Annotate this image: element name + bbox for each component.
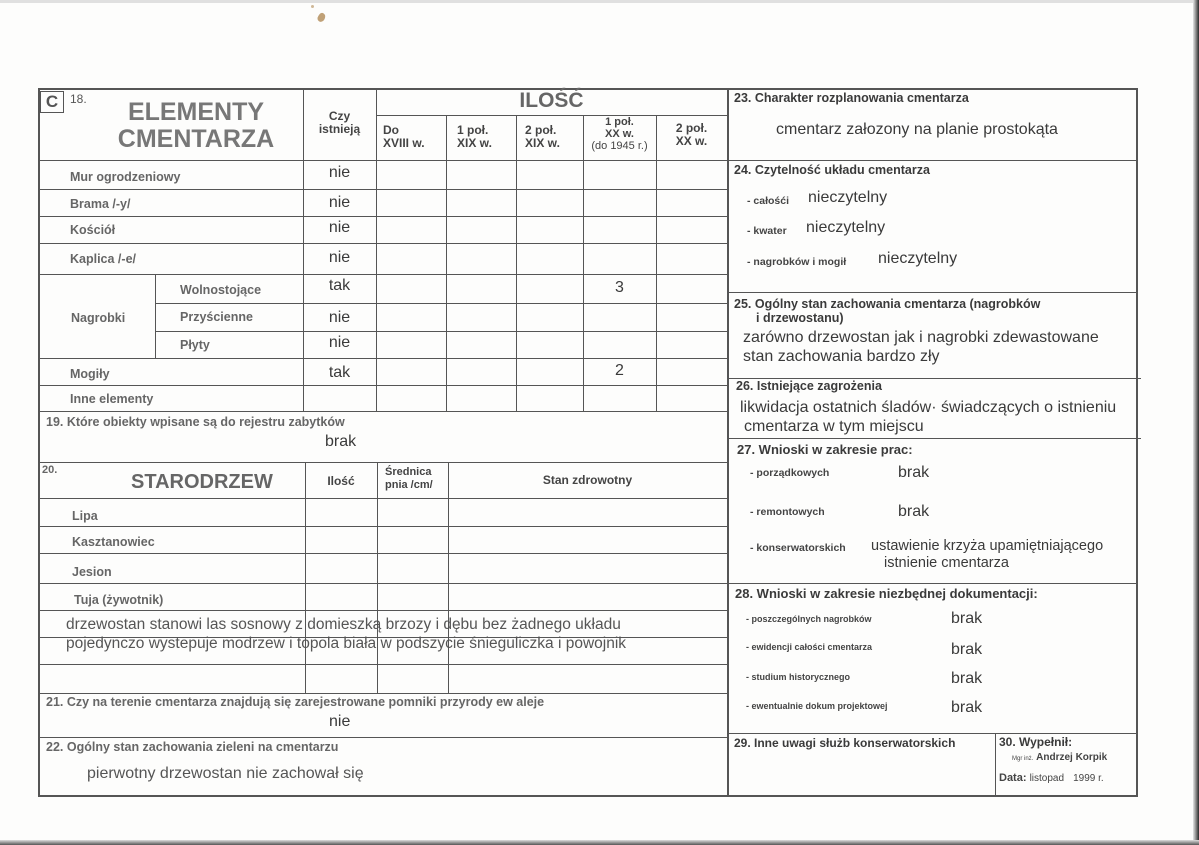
header-line: 1 poł. — [457, 123, 489, 137]
exists-value: tak — [328, 364, 351, 381]
divider — [377, 462, 378, 693]
paper-stain — [311, 5, 314, 8]
tree-row-label: Kasztanowiec — [72, 535, 155, 549]
divider — [38, 160, 727, 161]
docs-item-value: brak — [951, 610, 983, 627]
docs-item-value: brak — [951, 641, 983, 658]
column-header-quantity: Ilość — [327, 474, 355, 488]
readability-item-value: nieczytelny — [808, 189, 888, 206]
works-item-value-line2: istnienie cmentarza — [884, 555, 1009, 571]
divider — [727, 88, 729, 797]
divider — [727, 438, 1141, 439]
section-title — [96, 99, 296, 153]
divider — [727, 733, 1138, 734]
header-line: 1 poł. — [605, 116, 634, 128]
section-letter-box: C — [40, 91, 64, 113]
header-line: Średnica — [385, 466, 432, 478]
row-label: Przyścienne — [180, 310, 253, 324]
divider — [38, 358, 727, 359]
section-26-value — [740, 398, 1116, 436]
academic-title: Mgr inż. — [1012, 756, 1034, 762]
period-header — [656, 122, 727, 148]
divider — [38, 411, 727, 412]
section-19-value: brak — [325, 433, 357, 450]
section-21-value: nie — [329, 713, 351, 730]
header-line: 2 poł. — [675, 121, 708, 135]
divider — [446, 115, 447, 411]
exists-value: tak — [328, 277, 351, 294]
header-line: XX w. — [675, 134, 708, 148]
divider — [155, 274, 156, 358]
section-26-label: 26. Istniejące zagrożenia — [736, 379, 882, 393]
section-22-label: 22. Ogólny stan zachowania zieleni na cmentarzu — [46, 740, 339, 754]
exists-value: nie — [328, 309, 351, 326]
works-item-label: - remontowych — [750, 506, 825, 518]
period-header — [525, 124, 560, 150]
divider — [727, 160, 1138, 161]
row-label: Kaplica /-e/ — [70, 252, 136, 266]
readability-item-label: - całośći — [747, 195, 790, 207]
works-item-value: brak — [898, 464, 930, 481]
row-label: Kościół — [70, 223, 116, 237]
section-29-label: 29. Inne uwagi służb konserwatorskich — [734, 736, 956, 750]
section-28-label: 28. Wnioski w zakresie niezbędnej dokumentacji: — [735, 586, 1038, 601]
exists-value: nie — [328, 334, 351, 351]
form-frame — [38, 88, 1138, 797]
divider — [38, 385, 727, 386]
row-label: Mur ogrodzeniowy — [70, 170, 181, 184]
period-header — [583, 116, 656, 152]
filled-by-name: Andrzej Korpik — [1036, 752, 1108, 763]
exists-value: nie — [328, 219, 351, 236]
readability-item-value: nieczytelny — [878, 250, 958, 267]
divider — [727, 583, 1138, 584]
fill-date — [999, 772, 1104, 784]
section-number: 18. — [70, 92, 87, 106]
label-line: i drzewostanu) — [756, 311, 844, 325]
header-line: XIX w. — [457, 136, 492, 150]
divider — [38, 583, 727, 584]
header-line: 2 poł. — [525, 123, 557, 137]
divider — [38, 526, 727, 527]
tree-row-label: Lipa — [72, 509, 98, 523]
divider — [38, 462, 727, 463]
row-label: Inne elementy — [70, 392, 154, 406]
page-edge-shadow — [1193, 0, 1199, 845]
readability-item-label: - kwater — [747, 225, 787, 237]
docs-item-label: - ewentualnie dokum projektowej — [746, 701, 888, 711]
works-item-value: ustawienie krzyża upamiętniającego — [871, 538, 1104, 554]
divider — [38, 274, 727, 275]
column-header-exists — [303, 110, 376, 136]
divider — [376, 88, 377, 411]
section-30-label: 30. Wypełnił: — [999, 735, 1073, 749]
period-header — [457, 124, 492, 150]
header-line: istnieją — [318, 122, 361, 136]
row-label: Wolnostojące — [180, 283, 262, 297]
exists-value: nie — [328, 164, 351, 181]
divider — [376, 115, 727, 116]
header-line: Czy — [328, 109, 351, 123]
section-21-label: 21. Czy na terenie cmentarza znajdują się zarejestrowane pomniki przyrody ew aleje — [46, 695, 545, 709]
section-23-value: cmentarz załozony na planie prostokąta — [776, 121, 1058, 138]
header-line: Do — [383, 123, 399, 137]
section-23-label: 23. Charakter rozplanowania cmentarza — [734, 91, 969, 105]
divider — [38, 610, 727, 611]
divider — [38, 243, 727, 244]
divider — [38, 553, 727, 554]
page-edge-shadow — [0, 840, 1199, 845]
row-label: Brama /-y/ — [70, 197, 131, 211]
header-line: XIX w. — [525, 136, 560, 150]
date-label: Data: — [999, 772, 1027, 784]
label-line: 25. Ogólny stan zachowania cmentarza (nagrobków — [734, 297, 1041, 311]
column-header-health: Stan zdrowotny — [542, 473, 633, 487]
column-header-diameter — [385, 466, 433, 492]
works-item-value: brak — [898, 503, 930, 520]
divider — [155, 331, 727, 332]
section-27-label: 27. Wnioski w zakresie prac: — [737, 442, 913, 457]
tree-row-label: Jesion — [72, 565, 112, 579]
divider — [727, 292, 1138, 293]
docs-item-label: - poszczególnych nagrobków — [746, 614, 872, 624]
divider — [516, 115, 517, 411]
divider — [38, 216, 727, 217]
exists-value: nie — [328, 194, 351, 211]
header-line: XX w. — [605, 128, 634, 140]
tree-row-label: Tuja (żywotnik) — [74, 593, 164, 607]
count-value: 3 — [615, 279, 624, 296]
date-year: 1999 r. — [1073, 773, 1104, 784]
filled-by — [1012, 752, 1107, 763]
docs-item-value: brak — [951, 670, 983, 687]
docs-item-label: - studium historycznego — [746, 672, 851, 682]
count-value: 2 — [615, 362, 624, 379]
row-label: Mogiły — [70, 367, 110, 381]
quantity-header: ILOŚĆ — [519, 89, 584, 112]
divider — [38, 664, 727, 665]
page-edge — [0, 0, 1199, 3]
value-line: zarówno drzewostan jak i nagrobki zdewastowane — [743, 329, 1099, 346]
divider — [155, 303, 727, 304]
value-line: cmentarza w tym miejscu — [744, 418, 924, 435]
tree-note-line2: pojedynczo wystepuje modrzew i topola biała w podszycie śnieguliczka i powojnik — [66, 635, 627, 652]
docs-item-value: brak — [951, 699, 983, 716]
works-item-label: - konserwatorskich — [750, 542, 846, 554]
row-label: Płyty — [180, 338, 210, 352]
period-header — [383, 124, 425, 150]
divider — [305, 462, 306, 693]
divider — [38, 498, 727, 499]
divider — [656, 115, 657, 411]
section-title-line1: ELEMENTY — [127, 98, 265, 126]
section-19-label: 19. Które obiekty wpisane są do rejestru zabytków — [46, 415, 345, 429]
section-22-value: pierwotny drzewostan nie zachował się — [87, 765, 364, 782]
divider — [448, 462, 449, 693]
readability-item-label: - nagrobków i mogił — [747, 256, 847, 268]
header-line: XVIII w. — [383, 136, 425, 150]
date-month: listopad — [1029, 773, 1065, 784]
readability-item-value: nieczytelny — [806, 219, 886, 236]
paper-stain — [316, 12, 327, 23]
header-line: pnia /cm/ — [385, 479, 433, 491]
section-20-title: STARODRZEW — [131, 471, 273, 493]
value-line: likwidacja ostatnich śladów· świadczących o istnieniu — [740, 399, 1117, 416]
docs-item-label: - ewidencji całości cmentarza — [746, 642, 873, 652]
section-24-label: 24. Czytelność układu cmentarza — [734, 163, 930, 177]
divider — [38, 189, 727, 190]
value-line: stan zachowania bardzo zły — [743, 348, 940, 365]
section-number: 20. — [42, 464, 58, 476]
section-25-value — [743, 328, 1099, 366]
header-line: (do 1945 r.) — [591, 140, 648, 152]
divider — [995, 733, 996, 797]
divider — [38, 737, 727, 738]
works-item-label: - porządkowych — [750, 467, 830, 479]
exists-value: nie — [328, 249, 351, 266]
tree-note-line1: drzewostan stanowi las sosnowy z domieszką brzozy i dębu bez żadnego układu — [66, 616, 621, 633]
section-25-label — [734, 297, 1040, 325]
row-group-label: Nagrobki — [71, 311, 126, 325]
section-title-line2: CMENTARZA — [117, 125, 275, 153]
divider — [38, 693, 727, 694]
